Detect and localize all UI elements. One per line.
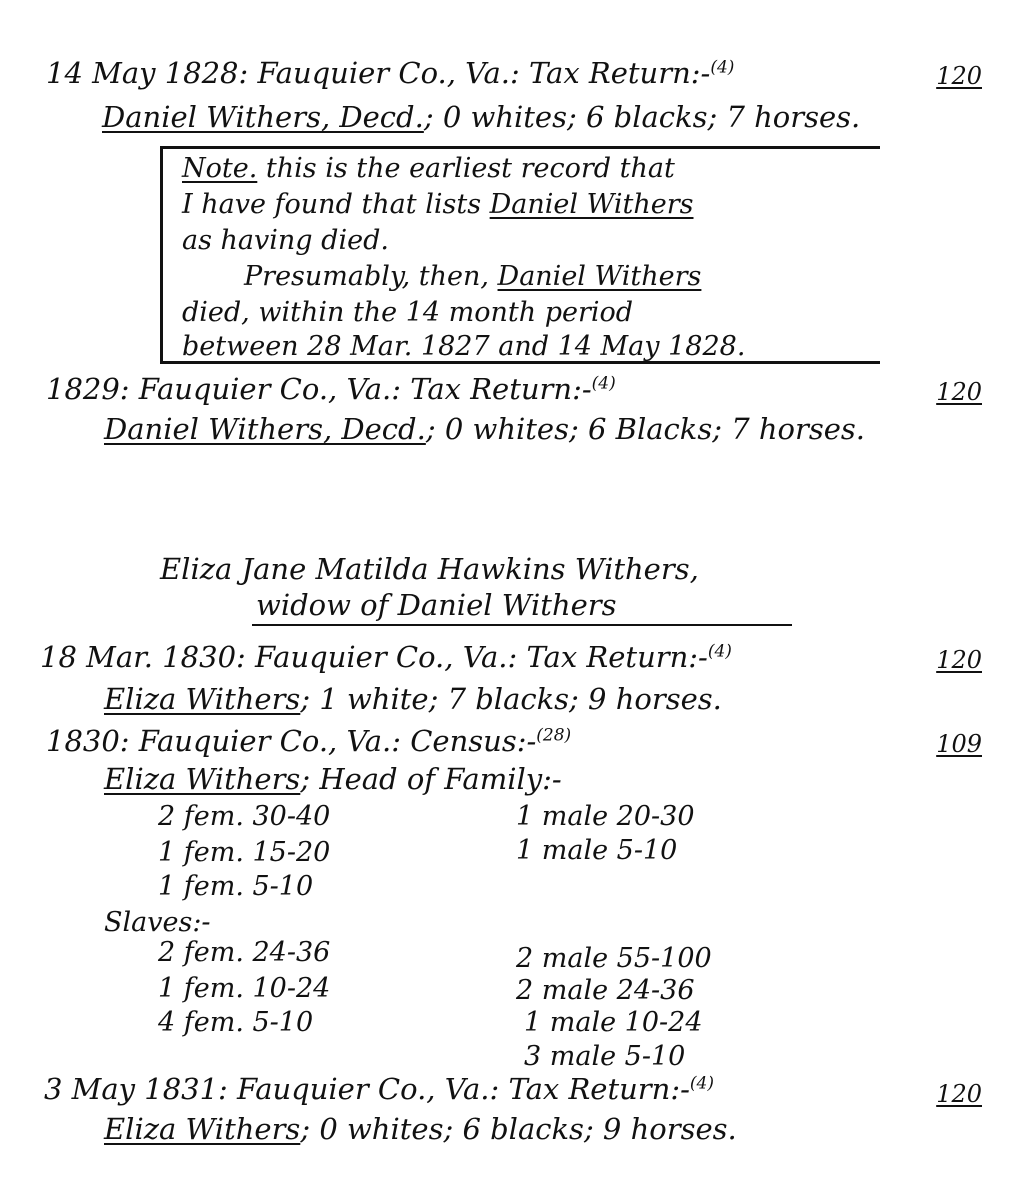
census-row: 1 fem. 10-24: [158, 973, 331, 1004]
note-line-2: [182, 188, 694, 222]
footnote-ref: (4): [689, 1073, 714, 1094]
entry-source: Fauquier Co., Va.: Tax Return:-: [237, 1072, 690, 1106]
entry-source: Fauquier Co., Va.: Tax Return:-: [257, 56, 711, 90]
entry-details: ; 0 whites; 6 Blacks; 7 horses.: [425, 412, 866, 446]
person-name: Eliza Withers: [104, 682, 301, 716]
entry-5-detail: [104, 1112, 737, 1146]
census-row: 3 male 5-10: [524, 1041, 686, 1072]
census-row: 1 fem. 15-20: [158, 837, 331, 868]
entry-details: ; 0 whites; 6 blacks; 7 horses.: [423, 100, 861, 134]
census-row: 1 fem. 5-10: [158, 871, 314, 902]
heading-divider: [252, 624, 792, 626]
note-line-6: between 28 Mar. 1827 and 14 May 1828.: [182, 331, 746, 362]
entry-source: Fauquier Co., Va.: Census:-: [138, 724, 537, 758]
census-row: 2 fem. 30-40: [158, 801, 331, 832]
footnote-ref: (4): [707, 641, 732, 662]
footnote-ref: (4): [591, 373, 616, 394]
person-name: Eliza Withers: [104, 1112, 301, 1146]
heading-line-1: Eliza Jane Matilda Hawkins Withers,: [160, 552, 699, 586]
note-line-5: died, within the 14 month period: [182, 297, 634, 328]
note-text: I have found that lists: [182, 189, 482, 220]
page-reference: 120: [936, 62, 982, 90]
entry-3-header: [40, 640, 732, 674]
entry-date: 18 Mar. 1830:: [40, 640, 246, 674]
page-reference: 120: [936, 1080, 982, 1108]
person-name: Eliza Withers: [104, 762, 301, 796]
entry-3-detail: [104, 682, 722, 716]
census-row: 1 male 10-24: [524, 1007, 703, 1038]
entry-date: 1830:: [46, 724, 130, 758]
entry-date: 3 May 1831:: [44, 1072, 228, 1106]
entry-source: Fauquier Co., Va.: Tax Return:-: [138, 372, 592, 406]
person-name: Daniel Withers, Decd.: [104, 412, 426, 446]
footnote-ref: (4): [710, 57, 735, 78]
note-line-3: as having died.: [182, 225, 389, 256]
note-label: Note.: [182, 153, 258, 184]
entry-source: Fauquier Co., Va.: Tax Return:-: [255, 640, 708, 674]
page-reference: 109: [936, 730, 982, 758]
person-name: Daniel Withers: [497, 261, 702, 292]
entry-details: ; 0 whites; 6 blacks; 9 horses.: [300, 1112, 737, 1146]
entry-1-detail: [102, 100, 860, 134]
note-text: this is the earliest record that: [265, 153, 675, 184]
person-name: Daniel Withers, Decd.: [102, 100, 424, 134]
person-name: Daniel Withers: [489, 189, 694, 220]
entry-details: ; 1 white; 7 blacks; 9 horses.: [300, 682, 722, 716]
entry-1-header: [46, 56, 734, 90]
note-line-4: [244, 260, 701, 294]
entry-date: 1829:: [46, 372, 130, 406]
slaves-label: Slaves:-: [104, 907, 211, 938]
entry-4-detail: [104, 762, 562, 796]
footnote-ref: (28): [536, 725, 572, 746]
note-line-1: [182, 152, 675, 186]
entry-2-header: [46, 372, 616, 406]
entry-5-header: [44, 1072, 714, 1106]
note-text: Presumably, then,: [244, 261, 489, 292]
entry-date: 14 May 1828:: [46, 56, 249, 90]
census-row: 1 male 5-10: [516, 835, 678, 866]
census-row: 2 fem. 24-36: [158, 937, 331, 968]
entry-4-header: [46, 724, 571, 758]
page-reference: 120: [936, 646, 982, 674]
census-row: 2 male 55-100: [516, 943, 712, 974]
page-reference: 120: [936, 378, 982, 406]
census-row: 2 male 24-36: [516, 975, 695, 1006]
entry-details: ; Head of Family:-: [300, 762, 562, 796]
entry-2-detail: [104, 412, 865, 446]
census-row: 4 fem. 5-10: [158, 1007, 314, 1038]
heading-line-2: widow of Daniel Withers: [256, 588, 617, 622]
census-row: 1 male 20-30: [516, 801, 695, 832]
